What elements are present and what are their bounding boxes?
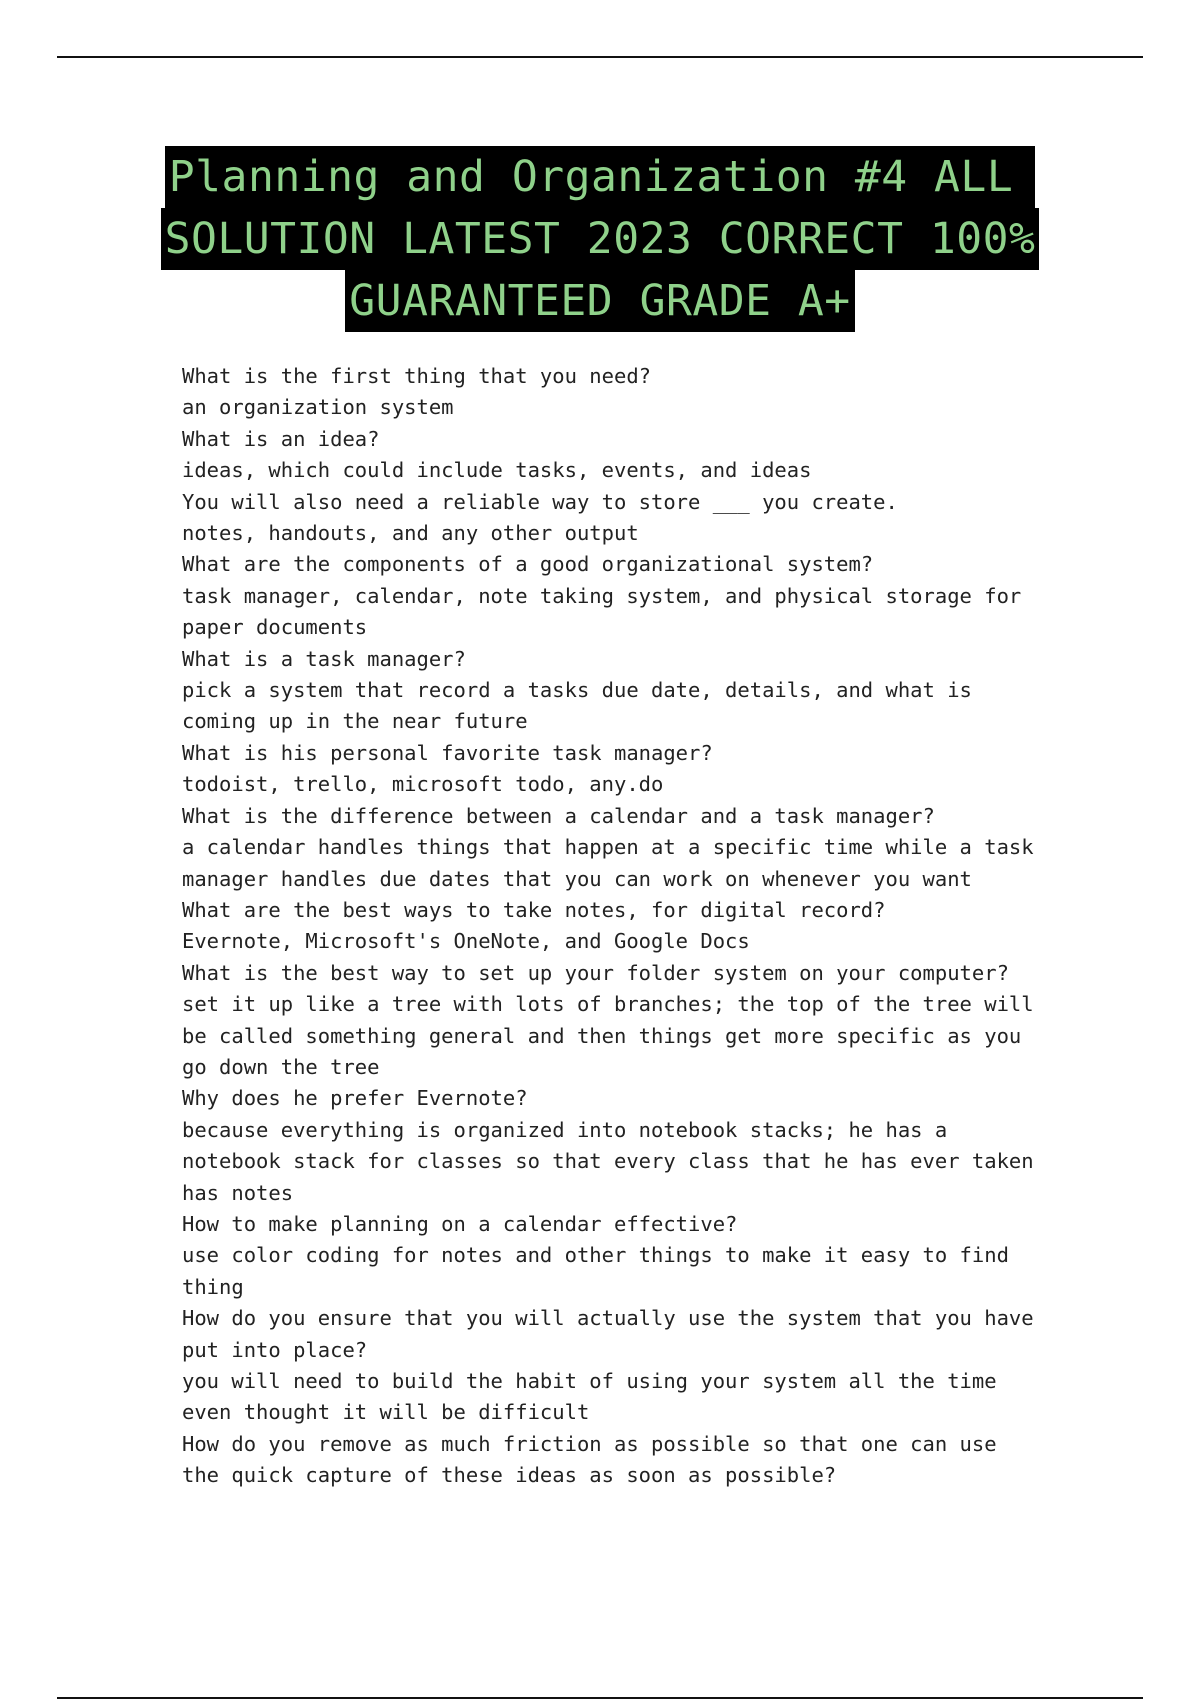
body-line: you will need to build the habit of using your system all the time [182, 1369, 997, 1393]
body-line: put into place? [182, 1337, 368, 1362]
document-body [182, 361, 1042, 1492]
body-line: What is an idea? [182, 426, 380, 451]
body-line: How do you ensure that you will actually use the system that you have [182, 1306, 1034, 1331]
body-line: because everything is organized into notebook stacks; he has a [182, 1117, 948, 1142]
body-line: be called something general and then things get more specific as you [182, 1023, 1022, 1048]
body-line: notes, handouts, and any other output [182, 521, 639, 546]
body-line: paper documents [182, 615, 368, 640]
title-line-2: SOLUTION LATEST 2023 CORRECT 100% [161, 208, 1040, 270]
body-line: task manager, calendar, note taking system, and physical storage for [182, 583, 1022, 608]
body-line: What are the components of a good organizational system? [182, 552, 874, 577]
body-line: an organization system [182, 395, 454, 420]
body-line: What is a task manager? [182, 646, 466, 671]
title-line-1: Planning and Organization #4 ALL [165, 146, 1035, 208]
body-line: pick a system that record a tasks due date, details, and what is [182, 678, 972, 703]
body-line: coming up in the near future [182, 709, 528, 734]
body-line: What is the best way to set up your folder system on your computer? [182, 960, 1009, 985]
body-line: What is the first thing that you need? [182, 364, 651, 388]
body-line: How do you remove as much friction as possible so that one can use [182, 1431, 997, 1456]
body-line: even thought it will be difficult [182, 1400, 590, 1425]
body-line: ideas, which could include tasks, events, and ideas [182, 458, 812, 483]
document-title [0, 146, 1200, 332]
body-line: notebook stack for classes so that every class that he has ever taken [182, 1149, 1034, 1174]
body-line: Evernote, Microsoft's OneNote, and Google Docs [182, 929, 750, 954]
body-line: What is the difference between a calendar and a task manager? [182, 803, 935, 828]
title-line-3: GUARANTEED GRADE A+ [345, 270, 854, 332]
body-line: use color coding for notes and other things to make it easy to find [182, 1243, 1009, 1268]
body-line: has notes [182, 1180, 294, 1205]
body-line: set it up like a tree with lots of branches; the top of the tree will [182, 992, 1034, 1017]
body-line: You will also need a reliable way to store ___ you create. [182, 489, 898, 514]
body-line: a calendar handles things that happen at a specific time while a task [182, 835, 1034, 860]
body-line: go down the tree [182, 1054, 380, 1079]
body-line: Why does he prefer Evernote? [182, 1086, 528, 1111]
body-line: the quick capture of these ideas as soon as possible? [182, 1463, 837, 1488]
body-line: What are the best ways to take notes, for digital record? [182, 897, 886, 922]
footer-rule [57, 1697, 1143, 1699]
body-line: todoist, trello, microsoft todo, any.do [182, 772, 664, 797]
body-line: How to make planning on a calendar effective? [182, 1211, 738, 1236]
body-line: thing [182, 1274, 244, 1299]
body-line: What is his personal favorite task manager? [182, 740, 713, 765]
header-rule [57, 56, 1143, 58]
body-line: manager handles due dates that you can work on whenever you want [182, 866, 972, 891]
